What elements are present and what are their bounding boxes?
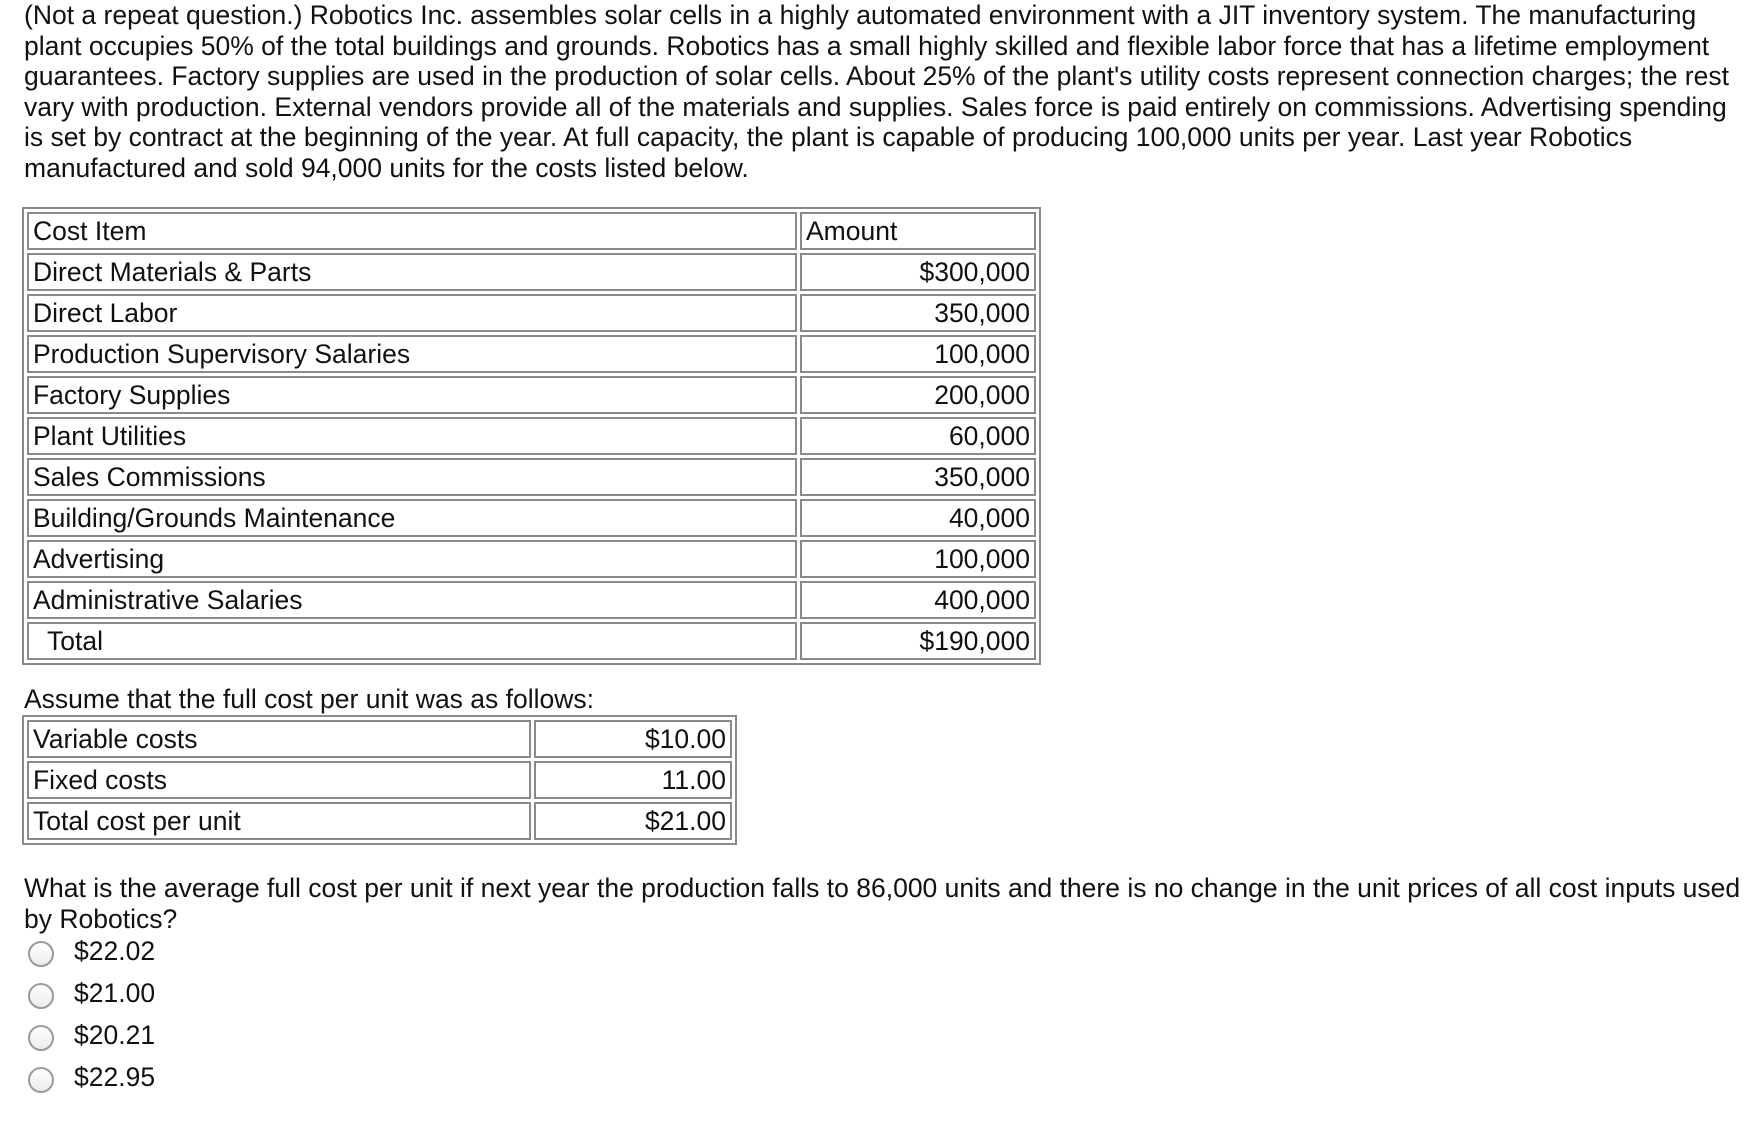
table-row (27, 720, 732, 758)
unit-cost-value: 11.00 (534, 761, 732, 799)
unit-cost-label: Fixed costs (27, 761, 531, 799)
cost-item-cell: Sales Commissions (27, 458, 797, 496)
cost-item-cell: Production Supervisory Salaries (27, 335, 797, 373)
table-row (27, 761, 732, 799)
unit-cost-value: $10.00 (534, 720, 732, 758)
header-amount: Amount (800, 212, 1036, 250)
total-label: Total (27, 622, 797, 660)
amount-cell: $300,000 (800, 253, 1036, 291)
radio-button-3[interactable] (28, 1025, 54, 1051)
amount-cell: 100,000 (800, 335, 1036, 373)
amount-cell: 40,000 (800, 499, 1036, 537)
cost-item-cell: Direct Labor (27, 294, 797, 332)
table-row (27, 802, 732, 840)
total-row (27, 622, 1036, 660)
option-label: $20.21 (74, 1020, 156, 1050)
table-header-row (27, 212, 1036, 250)
option-label: $22.02 (74, 936, 156, 966)
table-row (27, 335, 1036, 373)
amount-cell: 60,000 (800, 417, 1036, 455)
amount-cell: 350,000 (800, 294, 1036, 332)
total-amount: $190,000 (800, 622, 1036, 660)
option-label: $22.95 (74, 1062, 156, 1092)
table-row (27, 253, 1036, 291)
answer-option-2[interactable] (28, 972, 155, 1014)
cost-item-cell: Building/Grounds Maintenance (27, 499, 797, 537)
problem-statement: (Not a repeat question.) Robotics Inc. assembles solar cells in a highly automated environment with a JIT inventory system. The manufacturing plant occupies 50% of the total buildings and grounds. Robotics has a small highly skilled and flexible labor force that has a lifetime employment guarantees. Factory supplies are used in the production of solar cells. About 25% of the plant's utility costs represent connection charges; the rest vary with production. External vendors provide all of the materials and supplies. Sales force is paid entirely on commissions. Advertising spending is set by contract at the beginning of the year. At full capacity, the plant is capable of producing 100,000 units per year. Last year Robotics manufactured and sold 94,000 units for the costs listed below. (24, 0, 1729, 183)
table-row (27, 376, 1036, 414)
unit-cost-table (22, 715, 737, 845)
amount-cell: 400,000 (800, 581, 1036, 619)
unit-cost-value: $21.00 (534, 802, 732, 840)
radio-button-2[interactable] (28, 983, 54, 1009)
table-row (27, 499, 1036, 537)
answer-options (28, 930, 155, 1098)
unit-cost-label: Total cost per unit (27, 802, 531, 840)
answer-option-3[interactable] (28, 1014, 155, 1056)
cost-item-cell: Advertising (27, 540, 797, 578)
amount-cell: 200,000 (800, 376, 1036, 414)
question-text: What is the average full cost per unit if next year the production falls to 86,000 units and there is no change in the unit prices of all cost inputs used by Robotics? (24, 873, 1741, 934)
table-row (27, 458, 1036, 496)
radio-button-1[interactable] (28, 941, 54, 967)
radio-button-4[interactable] (28, 1067, 54, 1093)
cost-item-cell: Direct Materials & Parts (27, 253, 797, 291)
answer-option-4[interactable] (28, 1056, 155, 1098)
assumption-text: Assume that the full cost per unit was as follows: (24, 684, 595, 714)
cost-item-cell: Plant Utilities (27, 417, 797, 455)
table-row (27, 294, 1036, 332)
table-row (27, 417, 1036, 455)
amount-cell: 350,000 (800, 458, 1036, 496)
answer-option-1[interactable] (28, 930, 155, 972)
cost-item-cell: Factory Supplies (27, 376, 797, 414)
cost-table (22, 207, 1041, 665)
amount-cell: 100,000 (800, 540, 1036, 578)
table-row (27, 581, 1036, 619)
cost-item-cell: Administrative Salaries (27, 581, 797, 619)
unit-cost-label: Variable costs (27, 720, 531, 758)
header-cost-item: Cost Item (27, 212, 797, 250)
option-label: $21.00 (74, 978, 156, 1008)
table-row (27, 540, 1036, 578)
